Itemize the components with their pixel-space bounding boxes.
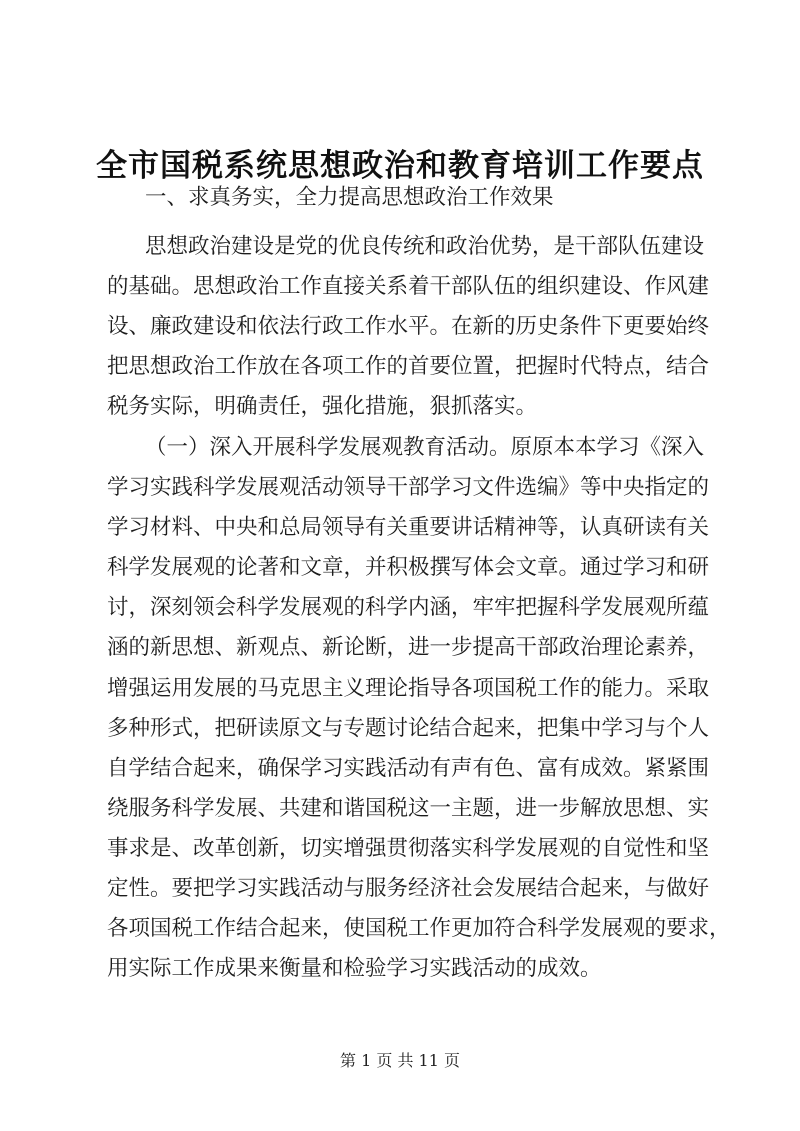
paragraph-1-line-4: 把思想政治工作放在各项工作的首要位置，把握时代特点，结合 bbox=[107, 354, 710, 379]
paragraph-1-line-3: 设、廉政建设和依法行政工作水平。在新的历史条件下更要始终 bbox=[107, 314, 710, 339]
paragraph-2-line-2: 学习实践科学发展观活动领导干部学习文件选编》等中央指定的 bbox=[107, 475, 710, 500]
page-number: 第 1 页 共 11 页 bbox=[340, 1051, 460, 1070]
paragraph-2-line-3: 学习材料、中央和总局领导有关重要讲话精神等，认真研读有关 bbox=[107, 515, 710, 540]
paragraph-1-line-2: 的基础。思想政治工作直接关系着干部队伍的组织建设、作风建 bbox=[107, 274, 710, 299]
paragraph-2-line-11: 事求是、改革创新，切实增强贯彻落实科学发展观的自觉性和坚 bbox=[107, 836, 710, 861]
paragraph-2-line-7: 增强运用发展的马克思主义理论指导各项国税工作的能力。采取 bbox=[107, 676, 710, 701]
paragraph-2-line-4: 科学发展观的论著和文章，并积极撰写体会文章。通过学习和研 bbox=[107, 555, 710, 580]
paragraph-1-line-5: 税务实际，明确责任，强化措施，狠抓落实。 bbox=[107, 394, 538, 419]
paragraph-2-line-5: 讨，深刻领会科学发展观的科学内涵，牢牢把握科学发展观所蕴 bbox=[107, 595, 710, 620]
paragraph-1-line-1: 思想政治建设是党的优良传统和政治优势，是干部队伍建设 bbox=[145, 234, 705, 259]
paragraph-2-line-10: 绕服务科学发展、共建和谐国税这一主题，进一步解放思想、实 bbox=[107, 796, 710, 821]
document-title: 全市国税系统思想政治和教育培训工作要点 bbox=[96, 148, 704, 184]
paragraph-2-line-6: 涵的新思想、新观点、新论断，进一步提高干部政治理论素养， bbox=[107, 635, 710, 660]
paragraph-2-line-8: 多种形式，把研读原文与专题讨论结合起来，把集中学习与个人 bbox=[107, 716, 710, 741]
paragraph-2-line-14: 用实际工作成果来衡量和检验学习实践活动的成效。 bbox=[107, 956, 602, 981]
paragraph-2-line-13: 各项国税工作结合起来，使国税工作更加符合科学发展观的要求， bbox=[107, 916, 731, 941]
paragraph-2-line-1: （一）深入开展科学发展观教育活动。原原本本学习《深入 bbox=[145, 435, 705, 460]
paragraph-2-line-9: 自学结合起来，确保学习实践活动有声有色、富有成效。紧紧围 bbox=[107, 756, 710, 781]
section-heading: 一、求真务实，全力提高思想政治工作效果 bbox=[145, 185, 554, 210]
paragraph-2-line-12: 定性。要把学习实践活动与服务经济社会发展结合起来，与做好 bbox=[107, 876, 710, 901]
